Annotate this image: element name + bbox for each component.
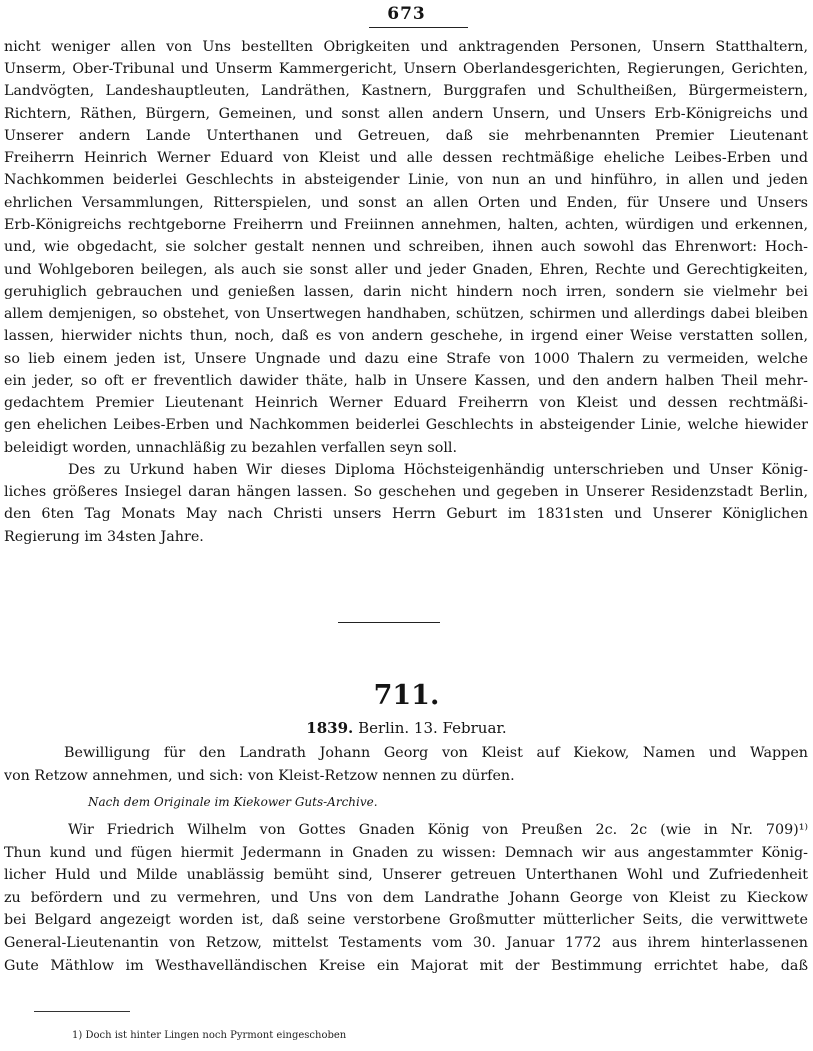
text-line: gen ehelichen Leibes-Erben und Nachkommen beiderlei Geschlechts in absteigender Linie, welche hiewider — [4, 417, 808, 433]
heading-line: von Retzow annehmen, und sich: von Kleist-Retzow nennen zu dürfen. — [4, 768, 515, 784]
text-line: ein jeder, so oft er freventlich dawider thäte, halb in Unsere Kassen, und den andern halben Theil mehr- — [4, 373, 808, 389]
dateline-place-date: Berlin. 13. Februar. — [358, 719, 507, 737]
text-line: zu befördern und zu vermehren, und Uns von dem Landrathe Johann George von Kleist zu Kieckow — [4, 890, 808, 906]
text-line: Landvögten, Landeshauptleuten, Landräthen, Kastnern, Burggrafen und Schultheißen, Bürgermeistern, — [4, 83, 808, 99]
text-line: beleidigt worden, unnachläßig zu bezahlen verfallen seyn soll. — [4, 440, 458, 456]
page-number: 673 — [387, 4, 426, 24]
text-line: nicht weniger allen von Uns bestellten Obrigkeiten und anktragenden Personen, Unsern Statthaltern, — [4, 39, 808, 55]
footnote: 1) Doch ist hinter Lingen noch Pyrmont eingeschoben — [72, 1030, 347, 1041]
text-line: Unserm, Ober-Tribunal und Unserm Kammergericht, Unsern Oberlandesgerichten, Regierungen, Gerichten, — [4, 61, 808, 77]
text-line: lassen, hierwider nichts thun, noch, daß es von andern geschehe, in irgend einer Weise verstatten sollen, — [4, 328, 808, 344]
dateline-year: 1839. — [306, 719, 354, 737]
source-note: Nach dem Originale im Kiekower Guts-Archive. — [88, 795, 378, 809]
text-line: Erb-Königreichs rechtgeborne Freiherrn und Freiinnen annehmen, halten, achten, würdigen und erkennen, — [4, 217, 808, 233]
text-line: liches größeres Insiegel daran hängen lassen. So geschehen und gegeben in Unserer Residenzstadt Berlin, — [4, 484, 808, 500]
text-line: Des zu Urkund haben Wir dieses Diploma Höchsteigenhändig unterschrieben und Unser König- — [68, 462, 808, 478]
text-line: den 6ten Tag Monats May nach Christi unsers Herrn Geburt im 1831sten und Unserer Königlichen — [4, 506, 808, 522]
text-line: Richtern, Räthen, Bürgern, Gemeinen, und sonst allen andern Unsern, und Unsers Erb-Königreichs und — [4, 106, 808, 122]
text-line: ehrlichen Versammlungen, Ritterspielen, und sonst an allen Orten und Enden, für Unsere und Unsers — [4, 195, 808, 211]
text-line: geruhiglich gebrauchen und genießen lassen, darin nicht hindern noch irren, sondern sie vielmehr bei — [4, 284, 808, 300]
header-rule — [369, 27, 468, 28]
text-line: licher Huld und Milde unablässig bemüht sind, Unserer getreuen Unterthanen Wohl und Zufriedenheit — [4, 867, 808, 883]
heading-line: Bewilligung für den Landrath Johann Georg von Kleist auf Kiekow, Namen und Wappen — [64, 745, 808, 761]
text-line: und Wohlgeboren beilegen, als auch sie sonst aller und jeder Gnaden, Ehren, Rechte und Gerechtigkeiten, — [4, 262, 808, 278]
footnote-rule — [34, 1011, 130, 1012]
section-divider — [338, 622, 440, 623]
text-line: Unserer andern Lande Unterthanen und Getreuen, daß sie mehrbenannten Premier Lieutenant — [4, 128, 808, 144]
dateline — [0, 717, 813, 739]
text-line: Regierung im 34sten Jahre. — [4, 529, 204, 545]
text-line: Nachkommen beiderlei Geschlechts in absteigender Linie, von nun an und hinführo, in allen und jeden — [4, 172, 808, 188]
text-line: und, wie obgedacht, sie solcher gestalt nennen und schreiben, ihnen auch sowohl das Ehrenwort: Hoch- — [4, 239, 808, 255]
document-number: 711. — [373, 680, 440, 711]
text-line: allem demjenigen, so obstehet, von Unsertwegen handhaben, schützen, schirmen und allerdings dabei bleiben — [4, 306, 808, 322]
text-line: Thun kund und fügen hiermit Jedermann in Gnaden zu wissen: Demnach wir aus angestammter König- — [4, 845, 808, 861]
text-line: so lieb einem jeden ist, Unsere Ungnade und dazu eine Strafe von 1000 Thalern zu vermeiden, welche — [4, 351, 808, 367]
text-line: bei Belgard angezeigt worden ist, daß seine verstorbene Großmutter mütterlicher Seits, die verwittwete — [4, 912, 808, 928]
text-line: gedachtem Premier Lieutenant Heinrich Werner Eduard Freiherrn von Kleist und dessen rechtmäßi- — [4, 395, 808, 411]
text-line: Freiherrn Heinrich Werner Eduard von Kleist und alle dessen rechtmäßige eheliche Leibes-Erben und — [4, 150, 808, 166]
text-line: Wir Friedrich Wilhelm von Gottes Gnaden König von Preußen 2c. 2c (wie in Nr. 709)¹⁾ — [68, 822, 808, 838]
text-line: General-Lieutenantin von Retzow, mittelst Testaments vom 30. Januar 1772 aus ihrem hinterlassenen — [4, 935, 808, 951]
text-line: Gute Mäthlow im Westhavelländischen Kreise ein Majorat mit der Bestimmung errichtet habe, daß — [4, 958, 808, 974]
